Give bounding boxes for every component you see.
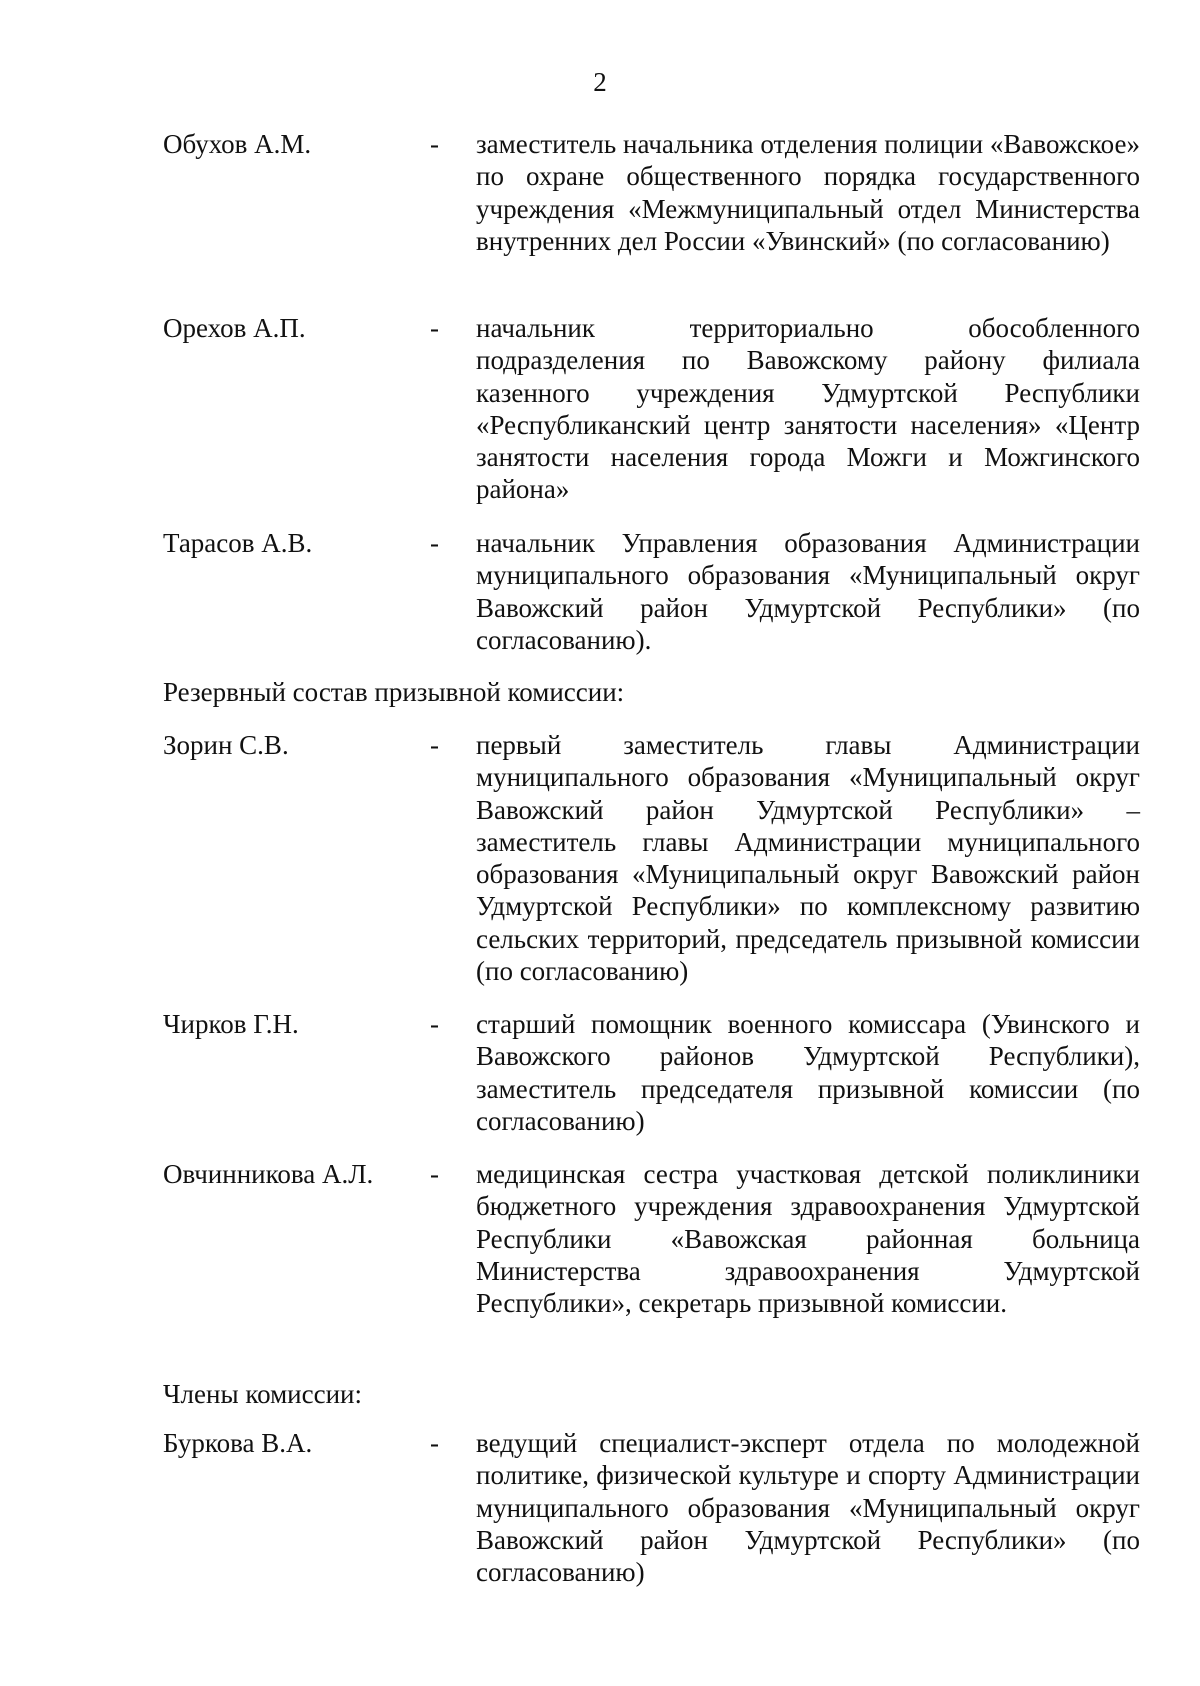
member-description: начальник территориально обособленного подразделения по Вавожскому району филиала казенного учреждения Удмуртской Республики «Республиканский центр занятости населения» «Центр занятости населения города Можги и Можгинского района» [476,313,1140,505]
member-description: медицинская сестра участковая детской поликлиники бюджетного учреждения здравоохранения Удмуртской Республики «Вавожская районная больница Министерства здравоохранения Удмуртской Республики», секретарь призывной комиссии. [476,1159,1140,1319]
reserve-heading: Резервный состав призывной комиссии: [163,677,625,707]
member-name: Чирков Г.Н. [163,1009,299,1039]
members-heading: Члены комиссии: [163,1379,362,1409]
member-name: Тарасов А.В. [163,528,313,558]
member-name: Буркова В.А. [163,1428,313,1458]
member-dash: - [430,1009,439,1039]
member-dash: - [430,1159,439,1189]
member-dash: - [430,528,439,558]
member-description: начальник Управления образования Администрации муниципального образования «Муниципальный округ Вавожский район Удмуртской Республики» (по согласованию). [476,528,1140,655]
member-name: Зорин С.В. [163,730,289,760]
member-dash: - [430,313,439,343]
member-description: старший помощник военного комиссара (Увинского и Вавожского районов Удмуртской Республики), заместитель председателя призывной комиссии (по согласованию) [476,1009,1140,1136]
member-name: Обухов А.М. [163,129,312,159]
member-dash: - [430,1428,439,1458]
member-dash: - [430,730,439,760]
member-description: ведущий специалист-эксперт отдела по молодежной политике, физической культуре и спорту Администрации муниципального образования «Муниципальный округ Вавожский район Удмуртской Республики» (по согласованию) [476,1428,1140,1588]
member-name: Орехов А.П. [163,313,306,343]
member-description: заместитель начальника отделения полиции «Вавожское» по охране общественного порядка государственного учреждения «Межмуниципальный отдел Министерства внутренних дел России «Увинский» (по согласованию) [476,129,1140,256]
member-dash: - [430,129,439,159]
member-name: Овчинникова А.Л. [163,1159,374,1189]
member-description: первый заместитель главы Администрации муниципального образования «Муниципальный округ Вавожский район Удмуртской Республики» – заместитель главы Администрации муниципального образования «Муниципальный округ Вавожский район Удмуртской Республики» по комплексному развитию сельских территорий, председатель призывной комиссии (по согласованию) [476,730,1140,987]
page-number: 2 [593,67,607,97]
